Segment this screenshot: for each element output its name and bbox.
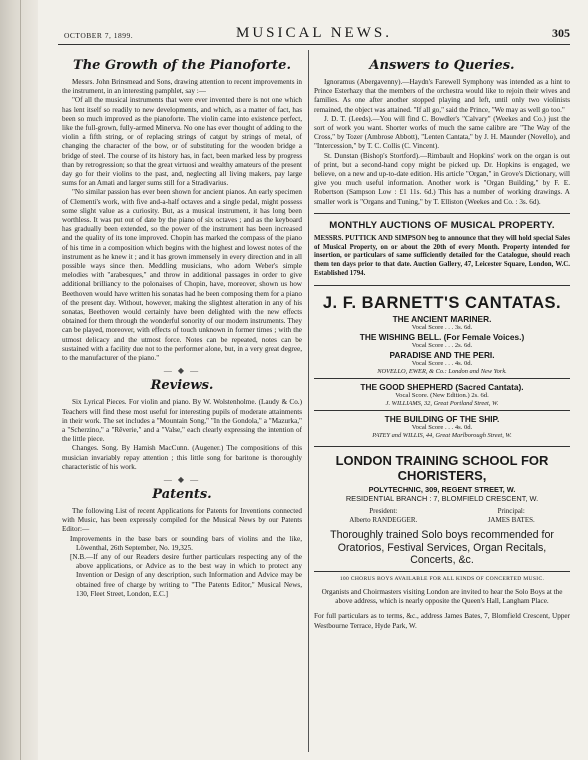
- patents-intro: The following List of recent Applications for Patents for Inventions connected with Music, has been expressly compiled for the Musical News by our Patents Editor:—: [62, 506, 302, 534]
- answers-title: Answers to Queries.: [369, 58, 515, 73]
- president-block: [349, 507, 417, 525]
- solo-boys-statement: Thoroughly trained Solo boys recommended for Oratorios, Festival Services, Organ Recitals, Concerts, &c.: [330, 529, 554, 567]
- ship-price: Vocal Score . . . 4s. 0d.: [411, 423, 473, 431]
- page-header: [58, 24, 570, 44]
- williams-publisher: J. WILLIAMS, 32, Great Portland Street, W.: [385, 399, 499, 407]
- patents-note: [N.B.—If any of our Readers desire further particulars respecting any of the above applications, or Advice as to the best way in which to protect any Invention or Design of any description, such Information and Advice may be obtained free of charge by writing to "The Patents Editor," Musical News, 130, Fleet Street, London, E.C.]: [70, 552, 302, 598]
- answer-paragraph: Ignoramus (Abergavenny).—Haydn's Farewell Symphony was intended as a hint to Prince Esterhazy that the members of the orchestra would like to rejoin their wives and families. As one after another stopped playing and left, until only two violinists remained, the object was attained. "If all go," said the Prince, "We may as well go too.": [314, 78, 570, 114]
- organists-invitation: Organists and Choirmasters visiting London are invited to hear the Solo Boys at the above address, which is nearly opposite the Queen's Hall, Langham Place.: [321, 587, 563, 606]
- ad-rule: [314, 213, 570, 214]
- auctions-title: MONTHLY AUCTIONS OF MUSICAL PROPERTY.: [329, 219, 555, 231]
- chorus-boys-note: 100 CHORUS BOYS AVAILABLE FOR ALL KINDS OF CONCERTED MUSIC.: [339, 575, 545, 582]
- growth-title: The Growth of the Pianoforte.: [73, 58, 291, 73]
- ad-rule: [314, 378, 570, 379]
- mariner-title: THE ANCIENT MARINER.: [392, 313, 492, 324]
- right-column: [314, 58, 570, 752]
- novello-publisher: NOVELLO, EWER, & Co.: London and New York.: [377, 367, 507, 375]
- shepherd-title: THE GOOD SHEPHERD (Sacred Cantata).: [360, 381, 524, 392]
- page-binding-shadow: [0, 0, 38, 760]
- ad-rule: [314, 410, 570, 411]
- header-title: MUSICAL NEWS.: [236, 25, 392, 41]
- president-name: Alberto RANDEGGER.: [349, 515, 418, 524]
- column-rule: [308, 50, 309, 752]
- patey-publisher: PATEY and WILLIS, 44, Great Marlborough Street, W.: [372, 431, 512, 439]
- patent-entry: Improvements in the base bars or sounding bars of violins and the like, Löwenthal, 26th September, No. 19,325.: [70, 534, 302, 552]
- ship-title: THE BUILDING OF THE SHIP.: [384, 413, 500, 424]
- growth-paragraph: "No similar passion has ever been shown for ancient pianos. An early specimen of Clementi's work, with five and-a-half octaves and a single pedal, might possess some slight value as a curiosity. But, as a musical instrument, it has long been worthless. It was put out of date by the piano of six octaves ; and as the keyboard has gradually been extended, so the power of the instrument has been increased and the quality of its tone improved. Chopin has marked the compass of the piano of his time in a composition which begins with the highest and lowest notes of the instrument as he knew it ; and it has grown immensely in every direction and in all possible ways since then. Meddling musicians, who adorn Weber's simple melodies with "arabesques," and throw in additional passages in order to give additional brilliancy to the polonaises of Chopin, have, moreover, shown us how Beethoven would have written his sonatas had he been composing them for a piano of the present day. Without, however, making the slightest alteration in any of his sonatas, Beethoven would certainly have been delighted with the new effects obtained for them through the wonderful sonority of our modern instruments. They can be played, moreover, with effects of touch unknown in former times ; with the utmost delicacy and the utmost force. Notes can be repeated, notes can be sustained with a facility due not to the performer alone, but, in a very great degree, to the manufacturer of the piano.": [62, 188, 302, 363]
- review-paragraph: Six Lyrical Pieces. For violin and piano. By W. Wolstenholme. (Laudy & Co.) Teachers will find these most useful for interesting pupils of moderate attainments in their work. The set includes a "Mountain Song," "In the Gondola," a "Mazurka," a "Scherzino," a "Rêverie," and a "Valse," each clearly expressing the intention of the little piece.: [62, 398, 302, 444]
- president-label: President:: [369, 506, 398, 515]
- section-ornament: — ◆ —: [163, 366, 201, 376]
- peri-price: Vocal Score . . . 4s. 0d.: [411, 359, 473, 367]
- left-column: [62, 58, 302, 752]
- section-ornament: — ◆ —: [163, 474, 201, 484]
- answer-paragraph: St. Dunstan (Bishop's Stortford).—Rimbault and Hopkins' work on the organ is out of print, but a second-hand copy might be picked up. Dr. Hopkins is engaged, we believe, on a new and up-to-date edition. His article "Organ," in Grove's Dictionary, will give you much useful information. Another work is "Organ Building," by F. E. Robertson (Sampson Low : £1 11s. 6d.) This has a number of working drawings. A smaller work is "Organs and Tuning," by T. Elliston (Weekes and Co. : 3s. 6d).: [314, 151, 570, 206]
- wishing-bell-title: THE WISHING BELL. (For Female Voices.): [359, 331, 525, 342]
- ad-rule: [314, 446, 570, 447]
- principal-name: JAMES BATES.: [487, 515, 535, 524]
- choristers-branch: RESIDENTIAL BRANCH : 7, BLOMFIELD CRESCENT, W.: [345, 493, 539, 503]
- page-number: 305: [552, 26, 570, 40]
- peri-title: PARADISE AND THE PERI.: [389, 349, 495, 360]
- principal-block: [488, 507, 535, 525]
- binding-line: [20, 0, 21, 760]
- patents-title: Patents.: [152, 486, 212, 502]
- choristers-address: POLYTECHNIC, 309, REGENT STREET, W.: [368, 484, 516, 494]
- particulars-contact: For full particulars as to terms, &c., address James Bates, 7, Blomfield Crescent, Upper Westbourne Terrace, Hyde Park, W.: [314, 612, 570, 630]
- review-paragraph: Changes. Song. By Hamish MacCunn. (Augener.) The compositions of this musician invariably repay attention ; this little song for baritone is thoroughly characteristic of his work.: [62, 444, 302, 471]
- reviews-title: Reviews.: [150, 378, 214, 394]
- mariner-price: Vocal Score . . . 3s. 6d.: [411, 323, 473, 331]
- header-rule: [58, 44, 570, 45]
- choristers-officers: [314, 507, 570, 525]
- ad-rule: [314, 285, 570, 286]
- shepherd-price: Vocal Score. (New Edition.) 2s. 6d.: [395, 391, 489, 399]
- growth-paragraph: "Of all the musical instruments that were ever invented there is not one which has lent itself so readily to new developments, and which, as a matter of fact, has been so much improved as the pianoforte. The violin came into existence perfect, like the full-grown, fully-armed Minerva. No one has ever thought of adding to the violin a fifth string, or of replacing strings of catgut by strings of metal, of changing the character of the bow, or of substituting for the wooden bridge a bridge of steel. The course of its history has, in fact, been marked less by progress than by retrogression; so that the great virtuosi and wealthy amateurs of the present day go for their violins to the past, and, neglecting all living makers, pay large sums for an Amati and larger sums still for a Stradivarius.: [62, 96, 302, 188]
- auctions-body: MESSRS. PUTTICK AND SIMPSON beg to announce that they will hold special Sales of Musical Property, on or about the 20th of every Month. Property intended for insertion, or particulars of same sufficiently detailed for the Catalogue, should reach them ten days prior to that date. Auction Gallery, 47, Leicester Square, London, W.C. Established 1794.: [314, 234, 570, 278]
- wishing-bell-price: Vocal Score . . . 2s. 6d.: [411, 341, 473, 349]
- growth-paragraph: Messrs. John Brinsmead and Sons, drawing attention to recent improvements in the instrument, in an interesting pamphlet, say :—: [62, 78, 302, 96]
- header-date: OCTOBER 7, 1899.: [64, 31, 134, 40]
- choristers-title: LONDON TRAINING SCHOOL FOR CHORISTERS,: [335, 452, 549, 483]
- barnett-title: J. F. BARNETT'S CANTATAS.: [322, 293, 562, 312]
- answer-paragraph: J. D. T. (Leeds).—You will find C. Bowdler's "Calvary" (Weekes and Co.) just the sort of work you want. Shorter works of much the same calibre are "The Way of the Cross," by Tozer (Ambrose Abbott), "Lenten Cantata," by J. H. Maunder (Novello), and "Intercession," by T. C. Collis (C. Vincent).: [314, 114, 570, 151]
- principal-label: Principal:: [497, 506, 525, 515]
- ad-rule: [314, 571, 570, 572]
